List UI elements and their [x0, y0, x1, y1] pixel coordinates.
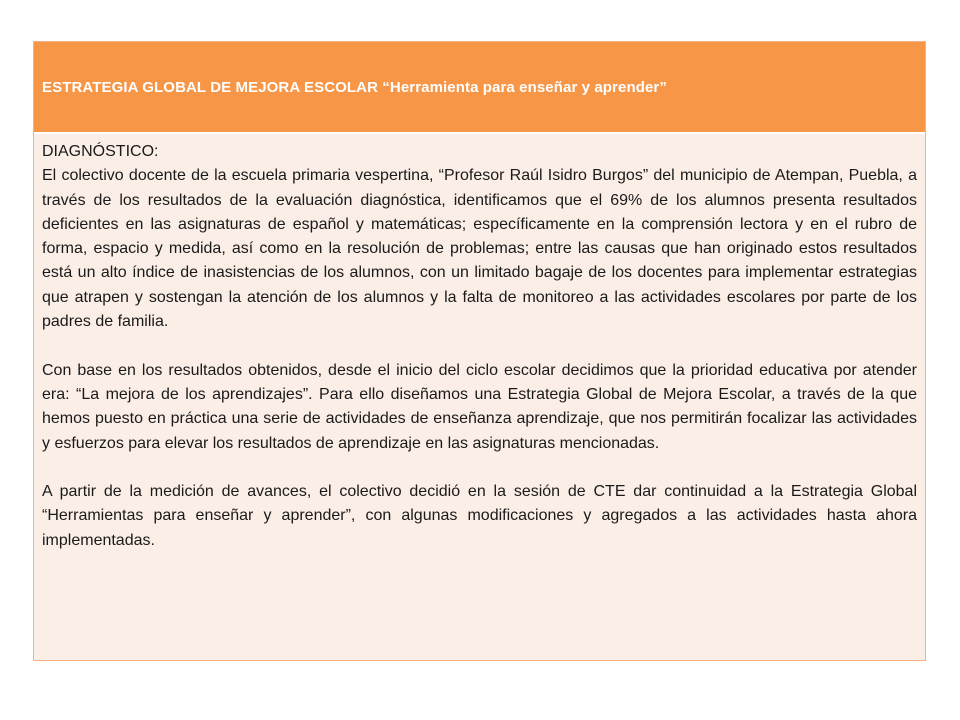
document-title: ESTRATEGIA GLOBAL DE MEJORA ESCOLAR “Herramienta para enseñar y aprender” [42, 78, 667, 96]
document-table [33, 41, 926, 661]
paragraph-continuity: A partir de la medición de avances, el colectivo decidió en la sesión de CTE dar continuidad a la Estrategia Global “Herramientas para enseñar y aprender”, con algunas modificaciones y agregados a las actividades hasta ahora implementadas. [42, 483, 917, 549]
section-label: DIAGNÓSTICO: [42, 143, 159, 160]
table-body-cell [34, 134, 925, 660]
table-header-cell [34, 42, 925, 134]
paragraph-priority: Con base en los resultados obtenidos, desde el inicio del ciclo escolar decidimos que la prioridad educativa por atender era: “La mejora de los aprendizajes”. Para ello diseñamos una Estrategia Global de Mejora Escolar, a través de la que hemos puesto en práctica una serie de actividades de enseñanza aprendizaje, que nos permitirán focalizar las actividades y esfuerzos para elevar los resultados de aprendizaje en las asignaturas mencionadas. [42, 361, 917, 452]
paragraph-diagnosis: El colectivo docente de la escuela primaria vespertina, “Profesor Raúl Isidro Burgos” del municipio de Atempan, Puebla, a través de los resultados de la evaluación diagnóstica, identificamos que el 69% de los alumnos presenta resultados deficientes en las asignaturas de español y matemáticas; específicamente en la comprensión lectora y en el rubro de forma, espacio y medida, así como en la resolución de problemas; entre las causas que han originado estos resultados está un alto índice de inasistencias de los alumnos, con un limitado bagaje de los docentes para implementar estrategias que atrapen y sostengan la atención de los alumnos y la falta de monitoreo a las actividades escolares por parte de los padres de familia. [42, 167, 917, 331]
